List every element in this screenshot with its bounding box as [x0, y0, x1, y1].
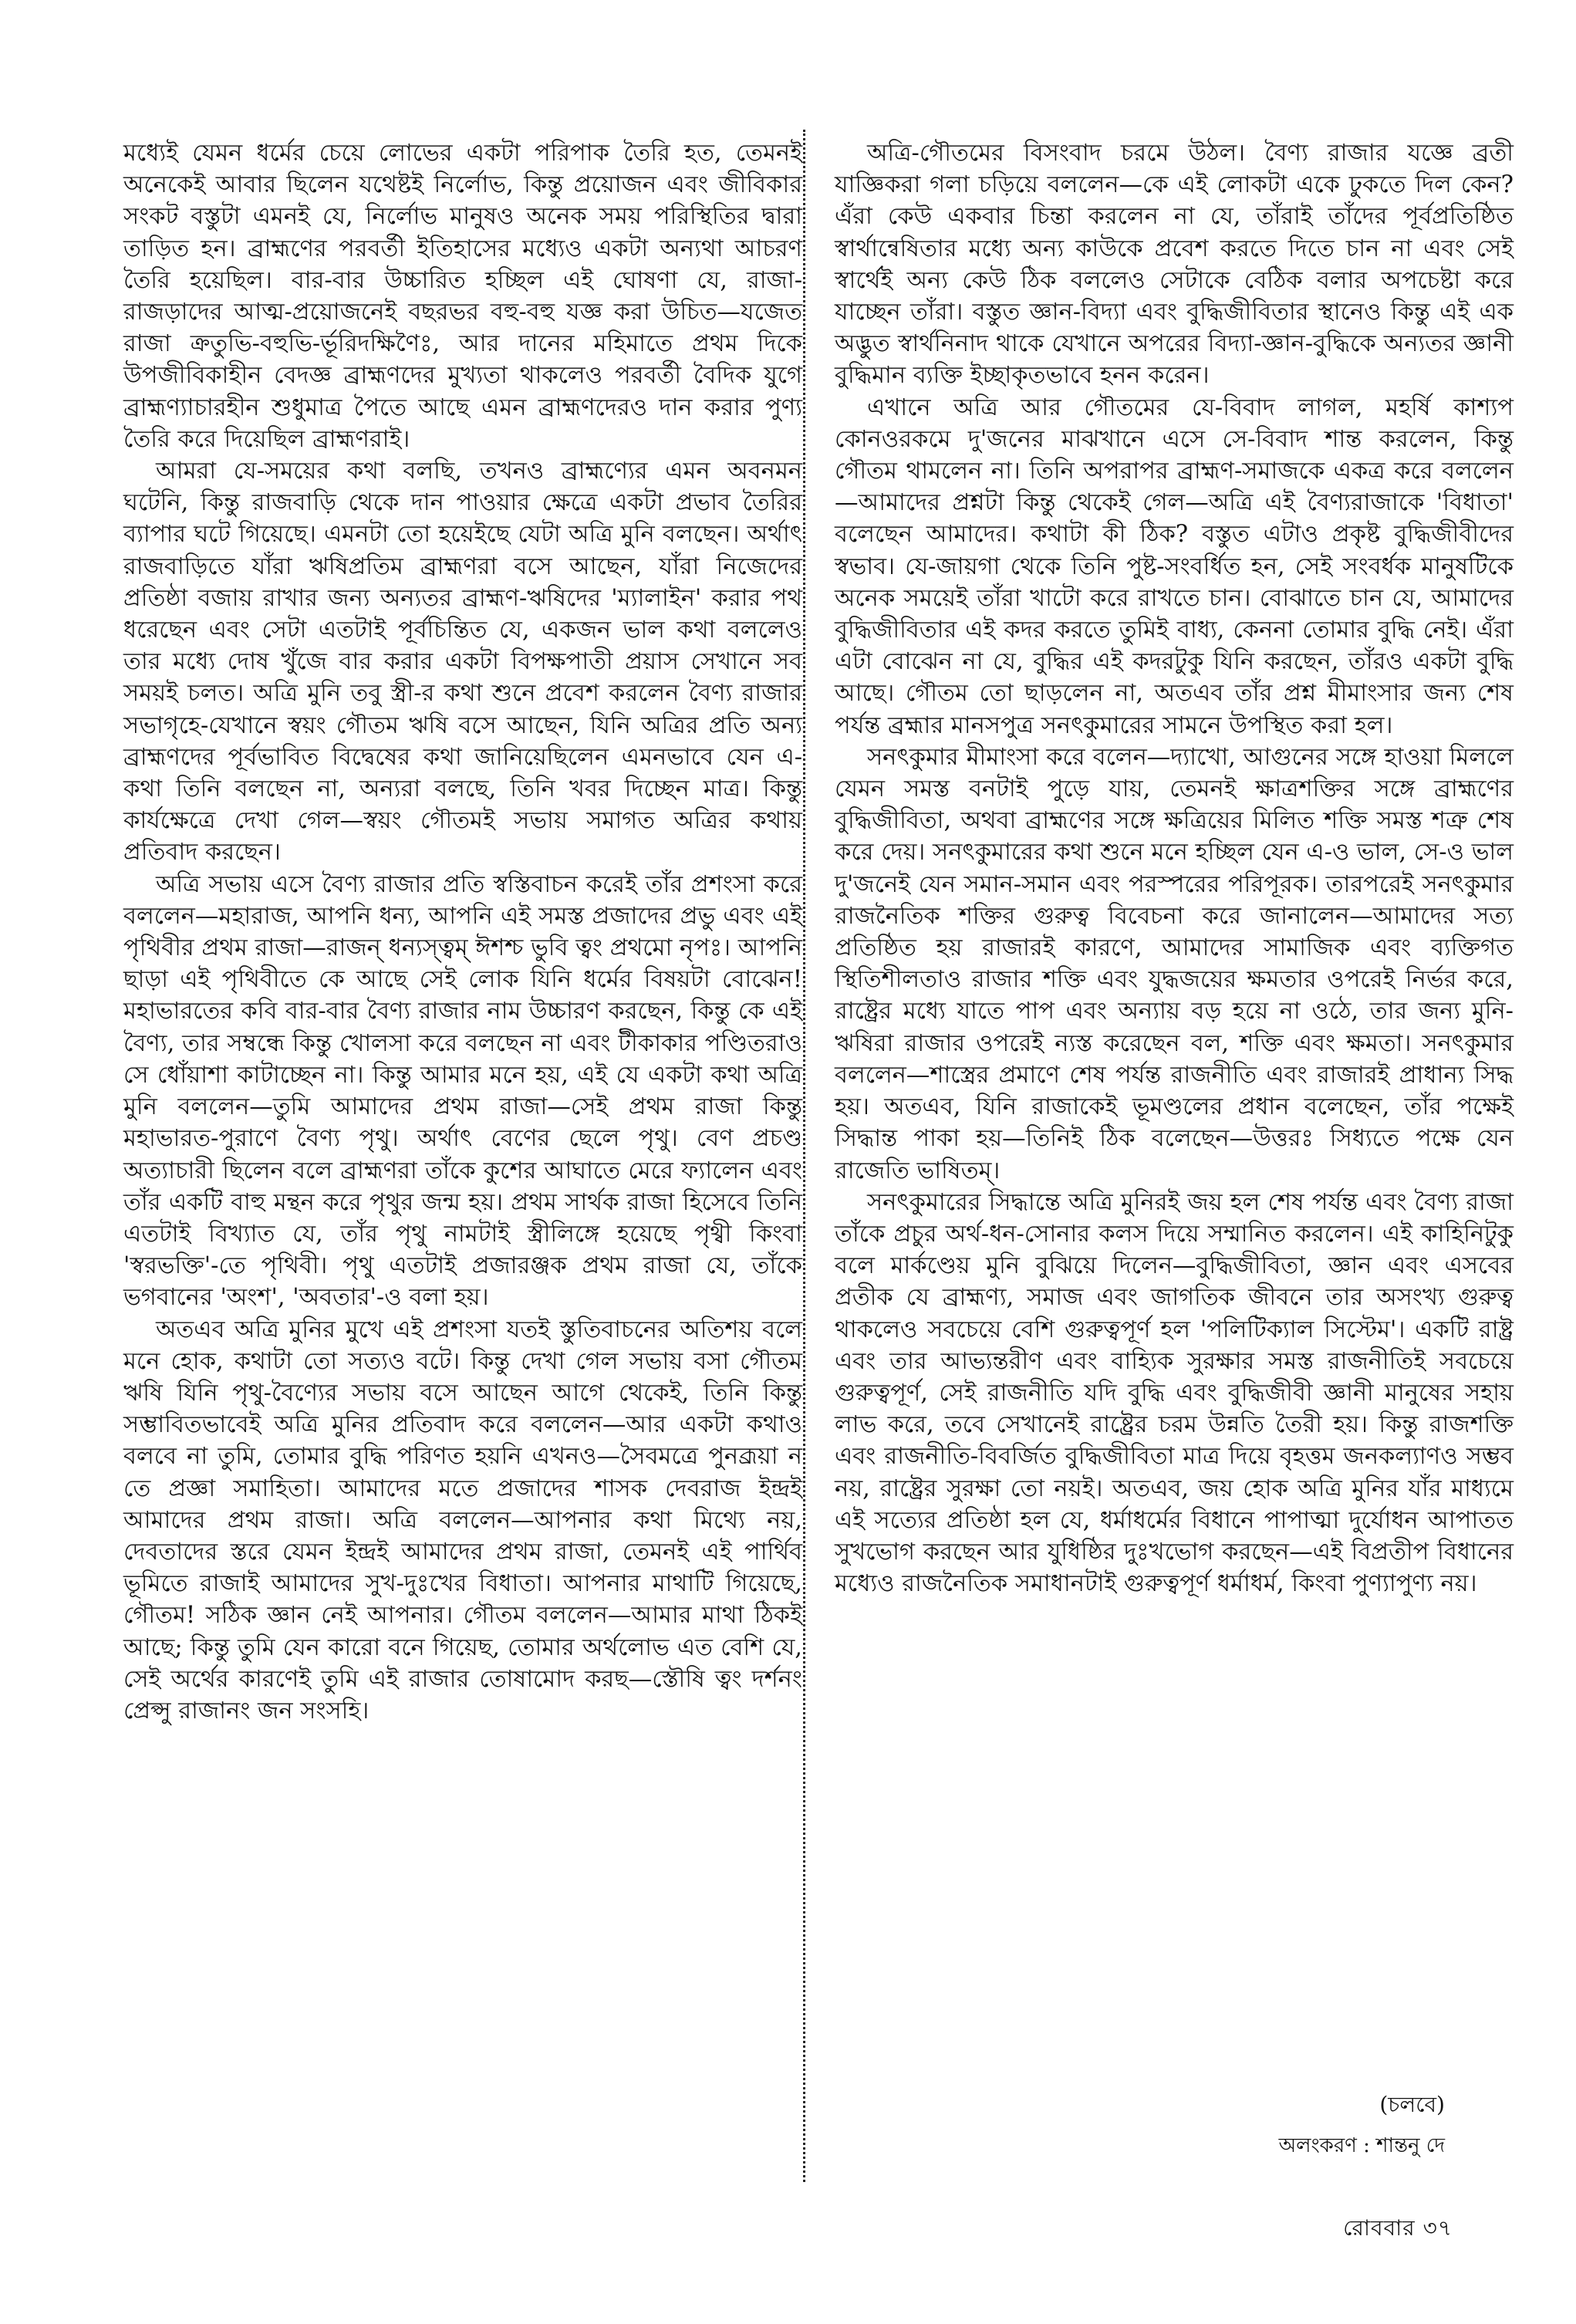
paragraph: এখানে অত্রি আর গৌতমের যে-বিবাদ লাগল, মহর্ষি কাশ্যপ কোনওরকমে দু'জনের মাঝখানে এসে সে-বিবাদ শান্ত করলেন, কিন্তু গৌতম থামলেন না। তিনি অপরাপর ব্রাহ্মণ-সমাজকে একত্র করে বললেন—আমাদের প্রশ্নটা কিন্তু থেকেই গেল—অত্রি এই বৈণ্যরাজাকে 'বিধাতা' বলেছেন আমাদের। কথাটা কী ঠিক? বস্তুত এটাও প্রকৃষ্ট বুদ্ধিজীবীদের স্বভাব। যে-জায়গা থেকে তিনি পুষ্ট-সংবর্ধিত হন, সেই সংবর্ধক মানুষটিকে অনেক সময়েই তাঁরা খাটো করে রাখতে চান। বোঝাতে চান যে, আমাদের বুদ্ধিজীবিতার এই কদর করতে তুমিই বাধ্য, কেননা তোমার বুদ্ধি নেই। এঁরা এটা বোঝেন না যে, বুদ্ধির এই কদরটুকু যিনি করছেন, তাঁরও একটা বুদ্ধি আছে। গৌতম তো ছাড়লেন না, অতএব তাঁর প্রশ্ন মীমাংসার জন্য শেষ পর্যন্ত ব্রহ্মার মানসপুত্র সনৎকুমারের সামনে উপস্থিত করা হল। — [835, 394, 1514, 739]
right-column — [835, 137, 1514, 1599]
paragraph: সনৎকুমার মীমাংসা করে বলেন—দ্যাখো, আগুনের সঙ্গে হাওয়া মিললে যেমন সমস্ত বনটাই পুড়ে যায়, তেমনই ক্ষাত্রশক্তির সঙ্গে ব্রাহ্মণের বুদ্ধিজীবিতা, অথবা ব্রাহ্মণের সঙ্গে ক্ষত্রিয়ের মিলিত শক্তি সমস্ত শত্রু শেষ করে দেয়। সনৎকুমারের কথা শুনে মনে হচ্ছিল যেন এ-ও ভাল, সে-ও ভাল দু'জনেই যেন সমান-সমান এবং পরস্পরের পরিপূরক। তারপরেই সনৎকুমার রাজনৈতিক শক্তির গুরুত্ব বিবেচনা করে জানালেন—আমাদের সত্য প্রতিষ্ঠিত হয় রাজারই কারণে, আমাদের সামাজিক এবং ব্যক্তিগত স্থিতিশীলতাও রাজার শক্তি এবং যুদ্ধজয়ের ক্ষমতার ওপরেই নির্ভর করে, রাষ্ট্রের মধ্যে যাতে পাপ এবং অন্যায় বড় হয়ে না ওঠে, তার জন্য মুনি-ঋষিরা রাজার ওপরেই ন্যস্ত করেছেন বল, শক্তি এবং ক্ষমতা। সনৎকুমার বললেন—শাস্ত্রের প্রমাণে শেষ পর্যন্ত রাজনীতি এবং রাজারই প্রাধান্য সিদ্ধ হয়। অতএব, যিনি রাজাকেই ভূমণ্ডলের প্রধান বলেছেন, তাঁর পক্ষেই সিদ্ধান্ত পাকা হয়—তিনিই ঠিক বলেছেন—উত্তরঃ সিধ্যতে পক্ষে যেন রাজেতি ভাষিতম্‌। — [835, 743, 1514, 1184]
page-folio: রোববার ৩৭ — [1343, 2215, 1453, 2241]
paragraph: অত্রি-গৌতমের বিসংবাদ চরমে উঠল। বৈণ্য রাজার যজ্ঞে ব্রতী যাজ্ঞিকরা গলা চড়িয়ে বললেন—কে এই লোকটা একে ঢুকতে দিল কেন? এঁরা কেউ একবার চিন্তা করলেন না যে, তাঁরাই তাঁদের পূর্বপ্রতিষ্ঠিত স্বার্থান্বেষিতার মধ্যে অন্য কাউকে প্রবেশ করতে দিতে চান না এবং সেই স্বার্থেই অন্য কেউ ঠিক বললেও সেটাকে বেঠিক বলার অপচেষ্টা করে যাচ্ছেন তাঁরা। বস্তুত জ্ঞান-বিদ্যা এবং বুদ্ধিজীবিতার স্থানেও কিন্তু এই এক অদ্ভুত স্বার্থনিনাদ থাকে যেখানে অপরের বিদ্যা-জ্ঞান-বুদ্ধিকে অন্যতর জ্ঞানী বুদ্ধিমান ব্যক্তি ইচ্ছাকৃতভাবে হনন করেন। — [835, 140, 1514, 390]
column-divider — [803, 130, 805, 2182]
paragraph: মধ্যেই যেমন ধর্মের চেয়ে লোভের একটা পরিপাক তৈরি হত, তেমনই অনেকেই আবার ছিলেন যথেষ্টই নির্লোভ, কিন্তু প্রয়োজন এবং জীবিকার সংকট বস্তুটা এমনই যে, নির্লোভ মানুষও অনেক সময় পরিস্থিতির দ্বারা তাড়িত হন। ব্রাহ্মণের পরবর্তী ইতিহাসের মধ্যেও একটা অন্যথা আচরণ তৈরি হয়েছিল। বার-বার উচ্চারিত হচ্ছিল এই ঘোষণা যে, রাজা-রাজড়াদের আত্ম-প্রয়োজনেই বছরভর বহু-বহু যজ্ঞ করা উচিত—যজেত রাজা ক্রতুভি-বহুভি-র্ভূরিদক্ষিণৈঃ, আর দানের মহিমাতে প্রথম দিকে উপজীবিকাহীন বেদজ্ঞ ব্রাহ্মণদের মুখ্যতা থাকলেও পরবর্তী বৈদিক যুগে ব্রাহ্মণ্যাচারহীন শুধুমাত্র পৈতে আছে এমন ব্রাহ্মণদেরও দান করার পুণ্য তৈরি করে দিয়েছিল ব্রাহ্মণরাই। — [123, 140, 802, 453]
paragraph: আমরা যে-সময়ের কথা বলছি, তখনও ব্রাহ্মণ্যের এমন অবনমন ঘটেনি, কিন্তু রাজবাড়ি থেকে দান পাওয়ার ক্ষেত্রে একটা প্রভাব তৈরির ব্যাপার ঘটে গিয়েছে। এমনটা তো হয়েইছে যেটা অত্রি মুনি বলছেন। অর্থাৎ রাজবাড়িতে যাঁরা ঋষিপ্রতিম ব্রাহ্মণরা বসে আছেন, যাঁরা নিজেদের প্রতিষ্ঠা বজায় রাখার জন্য অন্যতর ব্রাহ্মণ-ঋষিদের 'ম্যালাইন' করার পথ ধরেছেন এবং সেটা এতটাই পূর্বচিন্তিত যে, একজন ভাল কথা বললেও তার মধ্যে দোষ খুঁজে বার করার একটা বিপক্ষপাতী প্রয়াস সেখানে সব সময়ই চলত। অত্রি মুনি তবু স্ত্রী-র কথা শুনে প্রবেশ করলেন বৈণ্য রাজার সভাগৃহে-যেখানে স্বয়ং গৌতম ঋষি বসে আছেন, যিনি অত্রির প্রতি অন্য ব্রাহ্মণদের পূর্বভাবিত বিদ্বেষের কথা জানিয়েছিলেন এমনভাবে যেন এ-কথা তিনি বলছেন না, অন্যরা বলছে, তিনি খবর দিচ্ছেন মাত্র। কিন্তু কার্যক্ষেত্রে দেখা গেল—স্বয়ং গৌতমই সভায় সমাগত অত্রির কথায় প্রতিবাদ করছেন। — [123, 458, 802, 866]
continued-note: (চলবে) — [1379, 2092, 1445, 2117]
paragraph: সনৎকুমারের সিদ্ধান্তে অত্রি মুনিরই জয় হল শেষ পর্যন্ত এবং বৈণ্য রাজা তাঁকে প্রচুর অর্থ-ধন-সোনার কলস দিয়ে সম্মানিত করলেন। এই কাহিনিটুকু বলে মার্কণ্ডেয় মুনি বুঝিয়ে দিলেন—বুদ্ধিজীবিতা, জ্ঞান এবং এসবের প্রতীক যে ব্রাহ্মণ্য, সমাজ এবং জাগতিক জীবনে তার অসংখ্য গুরুত্ব থাকলেও সবচেয়ে বেশি গুরুত্বপূর্ণ হল 'পলিটিক্যাল সিস্টেম'। একটি রাষ্ট্র এবং তার আভ্যন্তরীণ এবং বাহ্যিক সুরক্ষার সমস্ত রাজনীতিই সবচেয়ে গুরুত্বপূর্ণ, সেই রাজনীতি যদি বুদ্ধি এবং বুদ্ধিজীবী জ্ঞানী মানুষের সহায় লাভ করে, তবে সেখানেই রাষ্ট্রের চরম উন্নতি তৈরী হয়। কিন্তু রাজশক্তি এবং রাজনীতি-বিবর্জিত বুদ্ধিজীবিতা মাত্র দিয়ে বৃহত্তম জনকল্যাণও সম্ভব নয়, রাষ্ট্রের সুরক্ষা তো নয়ই। অতএব, জয় হোক অত্রি মুনির যাঁর মাধ্যমে এই সত্যের প্রতিষ্ঠা হল যে, ধর্মাধর্মের বিধানে পাপাত্মা দুর্যোধন আপাতত সুখভোগ করছেন আর যুধিষ্ঠির দুঃখভোগ করছেন—এই বিপ্রতীপ বিধানের মধ্যেও রাজনৈতিক সমাধানটাই গুরুত্বপূর্ণ ধর্মাধর্ম, কিংবা পুণ্যাপুণ্য নয়। — [835, 1188, 1514, 1598]
paragraph: অত্রি সভায় এসে বৈণ্য রাজার প্রতি স্বস্তিবাচন করেই তাঁর প্রশংসা করে বললেন—মহারাজ, আপনি ধন্য, আপনি এই সমস্ত প্রজাদের প্রভু এবং এই পৃথিবীর প্রথম রাজা—রাজন্‌ ধন্যস্ত্বম্‌ ঈশশ্চ ভুবি ত্বং প্রথমো নৃপঃ। আপনি ছাড়া এই পৃথিবীতে কে আছে সেই লোক যিনি ধর্মের বিষয়টা বোঝেন! মহাভারতের কবি বার-বার বৈণ্য রাজার নাম উচ্চারণ করছেন, কিন্তু কে এই বৈণ্য, তার সম্বন্ধে কিন্তু খোলসা করে বলছেন না এবং টীকাকার পণ্ডিতরাও সে ধোঁয়াশা কাটাচ্ছেন না। কিন্তু আমার মনে হয়, এই যে একটা কথা অত্রি মুনি বললেন—তুমি আমাদের প্রথম রাজা—সেই প্রথম রাজা কিন্তু মহাভারত-পুরাণে বৈণ্য পৃথু। অর্থাৎ বেণের ছেলে পৃথু। বেণ প্রচণ্ড অত্যাচারী ছিলেন বলে ব্রাহ্মণরা তাঁকে কুশের আঘাতে মেরে ফ্যালেন এবং তাঁর একটি বাহু মন্থন করে পৃথুর জন্ম হয়। প্রথম সার্থক রাজা হিসেবে তিনি এতটাই বিখ্যাত যে, তাঁর পৃথু নামটাই স্ত্রীলিঙ্গে হয়েছে পৃথ্বী কিংবা 'স্বরভক্তি'-তে পৃথিবী। পৃথু এতটাই প্রজারঞ্জক প্রথম রাজা যে, তাঁকে ভগবানের 'অংশ', 'অবতার'-ও বলা হয়। — [123, 870, 802, 1312]
left-column — [123, 137, 802, 1727]
illustration-credit: অলংকরণ : শান্তনু দে — [1278, 2134, 1445, 2157]
paragraph: অতএব অত্রি মুনির মুখে এই প্রশংসা যতই স্তুতিবাচনের অতিশয় বলে মনে হোক, কথাটা তো সত্যও বটে। কিন্তু দেখা গেল সভায় বসা গৌতম ঋষি যিনি পৃথু-বৈণ্যের সভায় বসে আছেন আগে থেকেই, তিনি কিন্তু সম্ভাবিতভাবেই অত্রি মুনির প্রতিবাদ করে বললেন—আর একটা কথাও বলবে না তুমি, তোমার বুদ্ধি পরিণত হয়নি এখনও—সৈবমত্রে পুনব্রূয়া ন তে প্রজ্ঞা সমাহিতা। আমাদের মতে প্রজাদের শাসক দেবরাজ ইন্দ্রই আমাদের প্রথম রাজা। অত্রি বললেন—আপনার কথা মিথ্যে নয়, দেবতাদের স্তরে যেমন ইন্দ্রই আমাদের প্রথম রাজা, তেমনই এই পার্থিব ভূমিতে রাজাই আমাদের সুখ-দুঃখের বিধাতা। আপনার মাথাটি গিয়েছে, গৌতম! সঠিক জ্ঞান নেই আপনার। গৌতম বললেন—আমার মাথা ঠিকই আছে; কিন্তু তুমি যেন কারো বনে গিয়েছ, তোমার অর্থলোভ এত বেশি যে, সেই অর্থের কারণেই তুমি এই রাজার তোষামোদ করছ—স্তৌষি ত্বং দর্শনং প্রেপ্সু রাজানং জন সংসহি। — [123, 1316, 802, 1724]
